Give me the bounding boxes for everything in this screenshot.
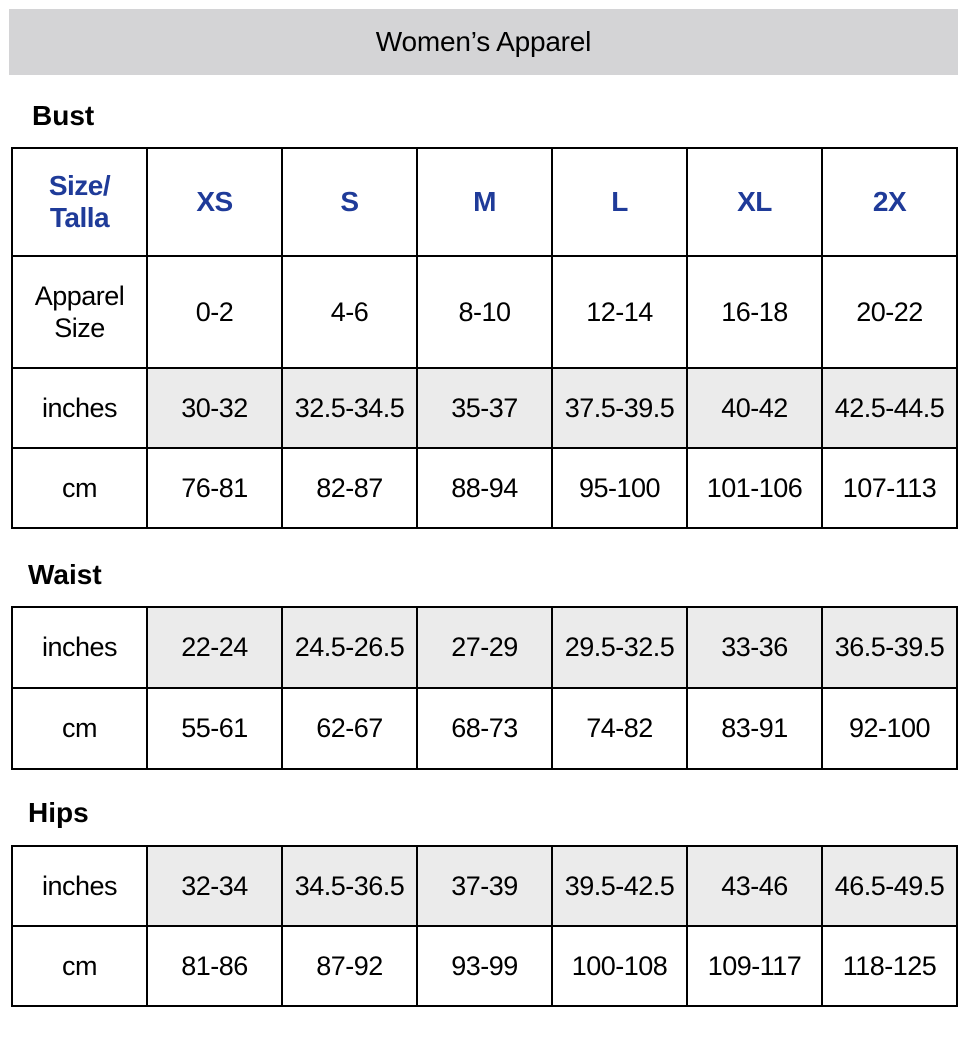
bust-cm-cell: 82-87	[282, 448, 417, 528]
waist-inches-label: inches	[12, 607, 147, 688]
bust-cm-cell: 88-94	[417, 448, 552, 528]
apparel-size-cell: 16-18	[687, 256, 822, 368]
bust-inches-cell: 30-32	[147, 368, 282, 448]
waist-cm-cell: 74-82	[552, 688, 687, 769]
page-title: Women’s Apparel	[375, 26, 592, 57]
size-header-cell: M	[417, 148, 552, 256]
hips-cm-cell: 118-125	[822, 926, 957, 1006]
waist-cm-cell: 55-61	[147, 688, 282, 769]
hips-inches-row	[12, 846, 957, 926]
size-header-label-text: Size/ Talla	[48, 169, 111, 233]
waist-cm-cell: 92-100	[822, 688, 957, 769]
size-header-row	[12, 148, 957, 256]
bust-inches-cell: 40-42	[687, 368, 822, 448]
bust-cm-cell: 76-81	[147, 448, 282, 528]
hips-inches-cell: 37-39	[417, 846, 552, 926]
hips-inches-cell: 43-46	[687, 846, 822, 926]
waist-inches-cell: 33-36	[687, 607, 822, 688]
hips-cm-cell: 81-86	[147, 926, 282, 1006]
bust-cm-row	[12, 448, 957, 528]
bust-cm-label: cm	[12, 448, 147, 528]
bust-inches-cell: 42.5-44.5	[822, 368, 957, 448]
hips-inches-cell: 46.5-49.5	[822, 846, 957, 926]
hips-inches-cell: 39.5-42.5	[552, 846, 687, 926]
page-title-banner	[9, 9, 958, 75]
waist-inches-cell: 22-24	[147, 607, 282, 688]
hips-inches-cell: 34.5-36.5	[282, 846, 417, 926]
apparel-size-row	[12, 256, 957, 368]
hips-table	[11, 845, 958, 1007]
apparel-size-cell: 4-6	[282, 256, 417, 368]
apparel-size-cell: 0-2	[147, 256, 282, 368]
bust-inches-cell: 32.5-34.5	[282, 368, 417, 448]
waist-cm-label: cm	[12, 688, 147, 769]
waist-inches-cell: 27-29	[417, 607, 552, 688]
waist-cm-cell: 83-91	[687, 688, 822, 769]
size-header-label	[12, 148, 147, 256]
hips-inches-cell: 32-34	[147, 846, 282, 926]
bust-section-title: Bust	[32, 100, 95, 131]
size-header-cell: XS	[147, 148, 282, 256]
size-header-cell: 2X	[822, 148, 957, 256]
hips-cm-cell: 87-92	[282, 926, 417, 1006]
apparel-size-cell: 8-10	[417, 256, 552, 368]
hips-cm-cell: 93-99	[417, 926, 552, 1006]
size-header-cell: L	[552, 148, 687, 256]
bust-table	[11, 147, 958, 529]
waist-inches-cell: 24.5-26.5	[282, 607, 417, 688]
apparel-size-label-text: Apparel Size	[34, 280, 125, 343]
waist-table	[11, 606, 958, 770]
size-header-cell: S	[282, 148, 417, 256]
bust-inches-cell: 35-37	[417, 368, 552, 448]
size-header-cell: XL	[687, 148, 822, 256]
waist-inches-cell: 36.5-39.5	[822, 607, 957, 688]
hips-cm-cell: 109-117	[687, 926, 822, 1006]
waist-cm-cell: 68-73	[417, 688, 552, 769]
waist-inches-cell: 29.5-32.5	[552, 607, 687, 688]
bust-cm-cell: 101-106	[687, 448, 822, 528]
bust-cm-cell: 107-113	[822, 448, 957, 528]
bust-inches-row	[12, 368, 957, 448]
hips-inches-label: inches	[12, 846, 147, 926]
hips-cm-cell: 100-108	[552, 926, 687, 1006]
bust-inches-cell: 37.5-39.5	[552, 368, 687, 448]
waist-inches-row	[12, 607, 957, 688]
bust-inches-label: inches	[12, 368, 147, 448]
waist-cm-row	[12, 688, 957, 769]
apparel-size-cell: 12-14	[552, 256, 687, 368]
bust-cm-cell: 95-100	[552, 448, 687, 528]
hips-cm-row	[12, 926, 957, 1006]
waist-cm-cell: 62-67	[282, 688, 417, 769]
apparel-size-cell: 20-22	[822, 256, 957, 368]
waist-section-title: Waist	[28, 559, 102, 590]
hips-cm-label: cm	[12, 926, 147, 1006]
apparel-size-label	[12, 256, 147, 368]
hips-section-title: Hips	[28, 797, 89, 828]
